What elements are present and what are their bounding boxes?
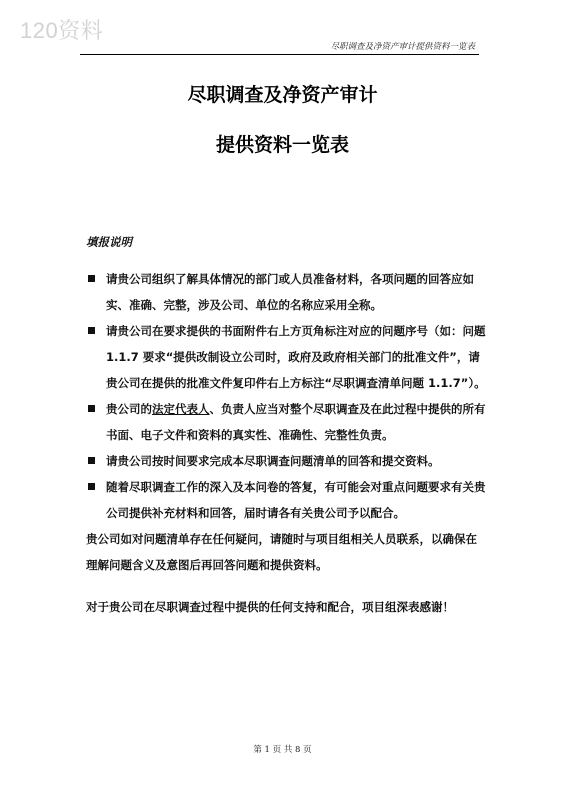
list-item-text-post: 、负责人应当对整个尽职调查及在此过程中提供的所有书面、电子文件和资料的真实性、准确性、完整性负责。	[106, 402, 486, 442]
square-bullet-icon	[88, 405, 95, 412]
list-item-text-pre: 贵公司的	[106, 402, 152, 416]
header-rule	[80, 54, 479, 55]
list-item-text: 请贵公司在要求提供的书面附件右上方页角标注对应的问题序号（如：问题 1.1.7 要求“提供改制设立公司时，政府及政府相关部门的批准文件”，请贵公司在提供的批准文件复印件右上方标注“尽职调查清单问题 1.1.7”）。	[106, 324, 486, 390]
document-title-line2: 提供资料一览表	[215, 134, 349, 156]
list-item-text: 请贵公司组织了解具体情况的部门或人员准备材料，各项问题的回答应如实、准确、完整，涉及公司、单位的名称应采用全称。	[106, 272, 474, 312]
running-header: 尽职调查及净资产审计提供资料一览表	[330, 42, 475, 52]
list-item-text: 随着尽职调查工作的深入及本问卷的答复，有可能会对重点问题要求有关贵公司提供补充材料和回答，届时请各有关贵公司予以配合。	[106, 480, 486, 520]
list-item	[86, 474, 486, 526]
document-title-line1: 尽职调查及净资产审计	[187, 84, 378, 106]
list-item	[86, 396, 486, 448]
watermark-logo: 120资料	[20, 18, 104, 43]
closing-paragraph: 贵公司如对问题清单存在任何疑问，请随时与项目组相关人员联系，以确保在理解问题含义及意图后再回答问题和提供资料。	[86, 532, 477, 572]
square-bullet-icon	[88, 483, 95, 490]
list-item	[86, 448, 486, 474]
section-heading: 填报说明	[86, 235, 132, 249]
list-item-text: 请贵公司按时间要求完成本尽职调查问题清单的回答和提交资料。	[106, 454, 440, 468]
page-footer: 第 1 页 共 8 页	[253, 745, 312, 755]
list-item	[86, 318, 486, 396]
instructions-body	[86, 266, 486, 620]
square-bullet-icon	[88, 457, 95, 464]
square-bullet-icon	[88, 327, 95, 334]
thanks-paragraph: 对于贵公司在尽职调查过程中提供的任何支持和配合，项目组深表感谢！	[86, 600, 454, 614]
underlined-term: 法定代表人	[152, 402, 210, 416]
list-item	[86, 266, 486, 318]
square-bullet-icon	[88, 275, 95, 282]
